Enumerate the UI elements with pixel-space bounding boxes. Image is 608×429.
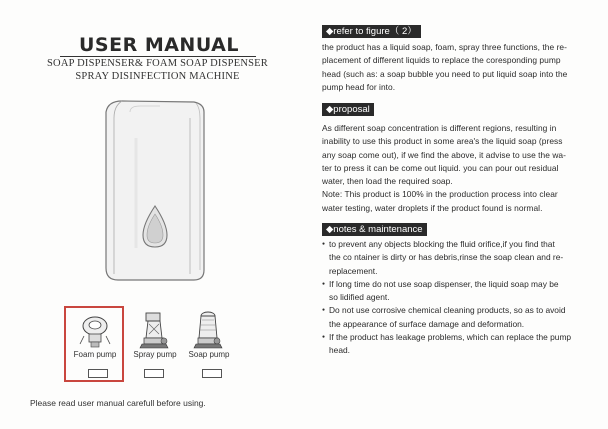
text-line: inability to use this product in some area's the liquid soap (press	[322, 136, 563, 147]
text-line: head (such as: a soap bubble you need to put liquid soap into the	[322, 68, 568, 79]
list-item	[322, 331, 600, 358]
soap-pump-checkbox[interactable]	[202, 369, 222, 378]
proposal-heading: ◆proposal	[322, 103, 374, 116]
text-line: ter to press it can be come out liquid. you can pour out residual	[322, 162, 559, 173]
text-line: ● to prevent any objects blocking the fluid orifice,if you find that	[329, 239, 555, 249]
manual-title: USER MANUAL	[78, 34, 239, 56]
list-item	[322, 304, 600, 331]
spray-pump-icon	[138, 310, 170, 350]
proposal-paragraph	[322, 122, 598, 215]
foam-pump-label: Foam pump	[73, 350, 117, 359]
text-line: placement of different liquids to replace the coresponding pump	[322, 55, 561, 66]
spray-pump-label: Spray pump	[133, 350, 177, 359]
maintenance-list	[322, 238, 600, 358]
left-page	[0, 0, 300, 429]
foam-pump-checkbox[interactable]	[88, 369, 108, 378]
soap-pump-label: Soap pump	[188, 350, 230, 359]
text-line: water, then load the required soap.	[322, 176, 453, 187]
list-item	[322, 278, 600, 305]
foam-pump-icon	[76, 314, 114, 350]
list-item	[322, 238, 600, 278]
text-line: head.	[329, 345, 350, 356]
figure-paragraph	[322, 41, 598, 94]
spray-pump-checkbox[interactable]	[144, 369, 164, 378]
text-line: the product has a liquid soap, foam, spray three functions, the re-	[322, 42, 567, 52]
soap-pump-icon	[192, 310, 224, 350]
text-line: the appearance of surface damage and deformation.	[329, 318, 525, 329]
subtitle-line-2: SPRAY DISINFECTION MACHINE	[75, 71, 240, 82]
text-line: ● Do not use corrosive chemical cleaning products, so as to avoid	[329, 305, 566, 316]
subtitle-line-1: SOAP DISPENSER& FOAM SOAP DISPENSER	[47, 58, 268, 69]
text-line: pump head for into.	[322, 81, 396, 92]
text-line: replacement.	[329, 265, 378, 276]
title-rule	[60, 56, 256, 57]
footer-note: Please read user manual carefull before using.	[30, 398, 206, 408]
text-line: the co ntainer is dirty or has debris,rinse the soap clean and re-	[329, 252, 564, 263]
text-line: ● If the product has leakage problems, which can replace the pump	[329, 332, 572, 343]
text-line: As different soap concentration is different regions, resulting in	[322, 123, 557, 133]
text-line: water testing, water droplets if the product found is normal.	[322, 202, 543, 213]
dispenser-illustration	[100, 98, 210, 284]
text-line: any soap come out), if we find the above, it advise to use the wa-	[322, 149, 566, 160]
text-line: Note: This product is 100% in the production process into clear	[322, 189, 558, 200]
text-line: so lidified agent.	[329, 292, 390, 303]
maintenance-heading: ◆notes & maintenance	[322, 223, 427, 236]
right-page	[306, 0, 608, 429]
text-line: ● If long time do not use soap dispenser, the liquid soap may be	[329, 278, 559, 289]
figure-heading: ◆refer to figure（ 2）	[322, 25, 421, 38]
